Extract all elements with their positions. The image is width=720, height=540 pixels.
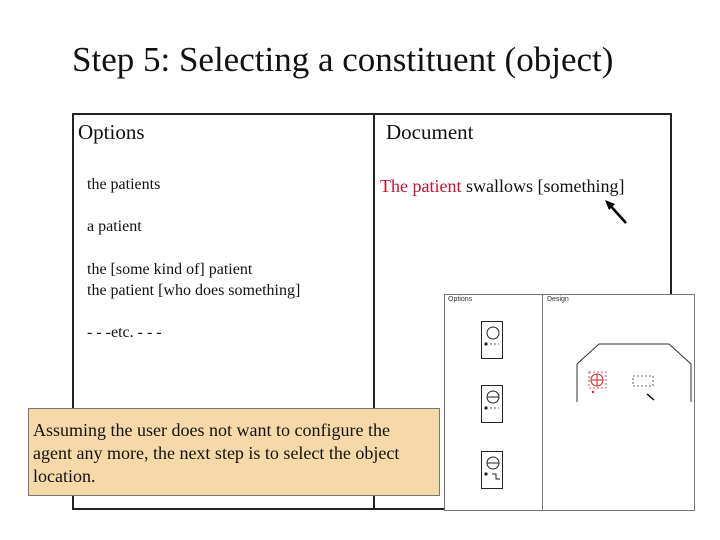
thumbnail-option-card[interactable] [481, 385, 503, 423]
thumbnail-options-heading: Options [448, 296, 473, 303]
document-sentence [380, 176, 624, 197]
option-item-etc[interactable]: - - -etc. - - - [87, 324, 162, 341]
concept-node-icon [482, 322, 504, 360]
sentence-subject[interactable]: The patient [380, 176, 462, 196]
thumbnail-screenshot [444, 294, 695, 511]
option-item-some-kind-of-patient[interactable]: the [some kind of] patient [87, 261, 253, 278]
explanation-caption: Assuming the user does not want to configure the agent any more, the next step is to select the object location. [28, 408, 440, 496]
thumbnail-design-heading: Design [547, 296, 569, 303]
concept-node-icon [482, 452, 504, 490]
options-heading: Options [78, 120, 145, 144]
design-canvas[interactable] [575, 342, 692, 402]
option-item-the-patients[interactable]: the patients [87, 176, 161, 193]
thumbnail-divider [542, 295, 543, 510]
option-item-a-patient[interactable]: a patient [87, 218, 142, 235]
thumbnail-option-card[interactable] [481, 451, 503, 489]
sentence-rest: swallows [something] [461, 176, 625, 196]
option-item-patient-who-does-something[interactable]: the patient [who does something] [87, 282, 301, 299]
slide-title: Step 5: Selecting a constituent (object) [72, 40, 614, 79]
thumbnail-option-card[interactable] [481, 321, 503, 359]
mini-pointer-icon [647, 394, 654, 400]
object-slot [633, 376, 653, 386]
concept-node-icon [482, 386, 504, 424]
document-heading: Document [386, 120, 474, 144]
mouse-pointer-icon [602, 197, 632, 227]
